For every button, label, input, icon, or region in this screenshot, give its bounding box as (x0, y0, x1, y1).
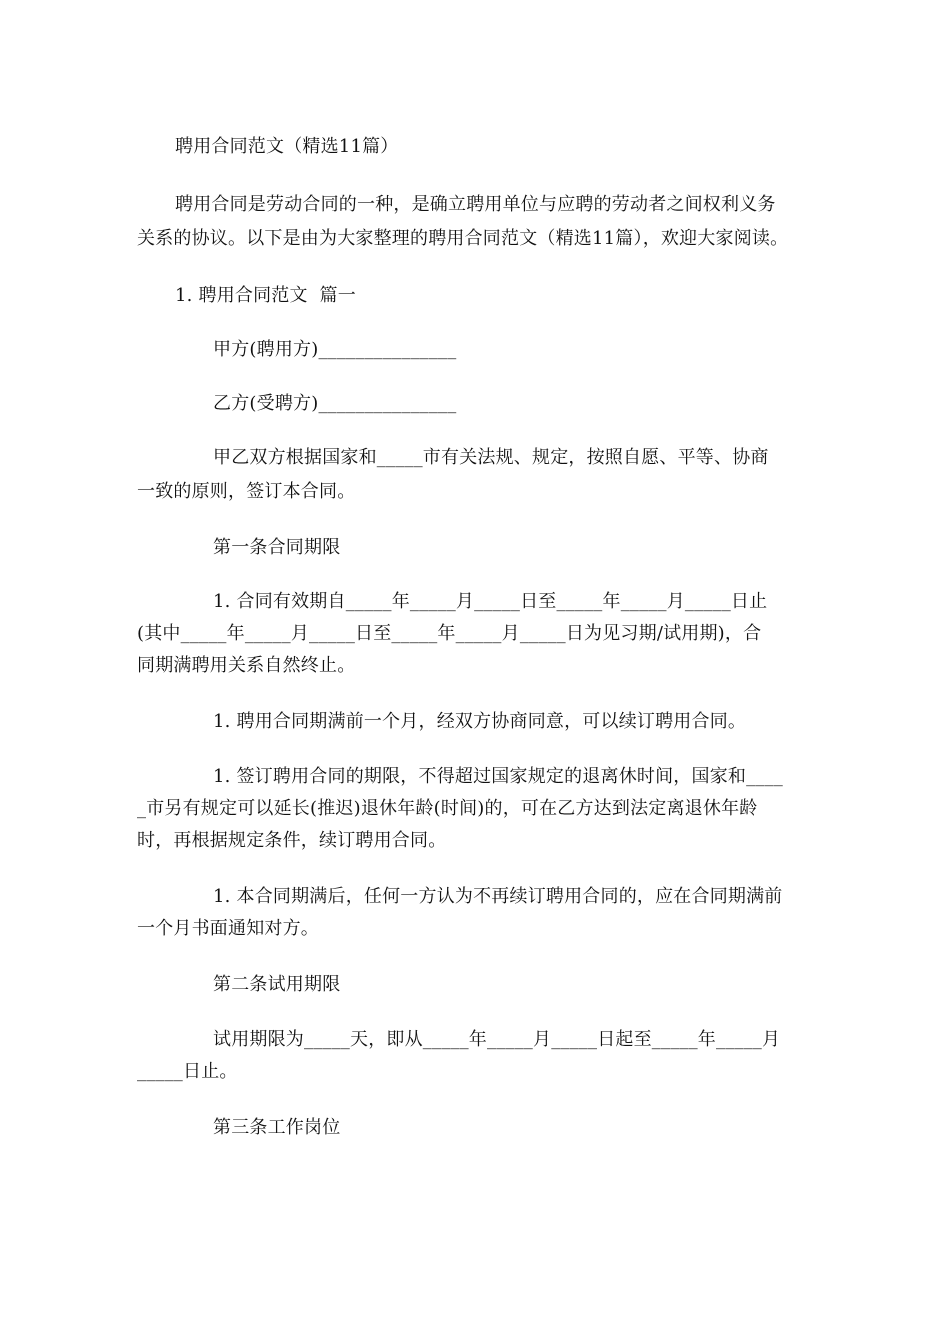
preamble-line: 一致的原则，签订本合同。 (137, 481, 356, 502)
clause-line: _市另有规定可以延长(推迟)退休年龄(时间)的，可在乙方达到法定离退休年龄 (137, 798, 758, 819)
intro-line: 关系的协议。以下是由为大家整理的聘用合同范文（精选11篇），欢迎大家阅读。 (137, 228, 789, 249)
section-heading: 1. 聘用合同范文 篇一 (175, 285, 356, 306)
party-a-field: 甲方(聘用方)_______________ (213, 339, 457, 360)
document-title: 聘用合同范文（精选11篇） (175, 136, 399, 157)
clause-line: (其中_____年_____月_____日至_____年_____月_____日为见习期/试用期)，合 (137, 623, 762, 644)
clause-line: 1. 合同有效期自_____年_____月_____日至_____年_____月_____日止 (213, 591, 768, 612)
clause-line: 时，再根据规定条件，续订聘用合同。 (137, 830, 447, 851)
clause-line: 试用期限为_____天，即从_____年_____月_____日起至_____年_____月 (213, 1029, 781, 1050)
clause-line: 1. 聘用合同期满前一个月，经双方协商同意，可以续订聘用合同。 (213, 711, 747, 732)
clause-line: 1. 签订聘用合同的期限，不得超过国家规定的退离休时间，国家和____ (213, 766, 783, 787)
preamble-line: 甲乙双方根据国家和_____市有关法规、规定，按照自愿、平等、协商 (213, 447, 769, 468)
article-heading: 第三条工作岗位 (213, 1117, 341, 1138)
article-heading: 第二条试用期限 (213, 974, 341, 995)
clause-line: _____日止。 (137, 1061, 238, 1082)
clause-line: 一个月书面通知对方。 (137, 918, 319, 939)
article-heading: 第一条合同期限 (213, 537, 341, 558)
clause-line: 同期满聘用关系自然终止。 (137, 655, 356, 676)
clause-line: 1. 本合同期满后，任何一方认为不再续订聘用合同的，应在合同期满前 (213, 886, 783, 907)
intro-line: 聘用合同是劳动合同的一种，是确立聘用单位与应聘的劳动者之间权利义务 (175, 194, 776, 215)
party-b-field: 乙方(受聘方)_______________ (213, 393, 457, 414)
